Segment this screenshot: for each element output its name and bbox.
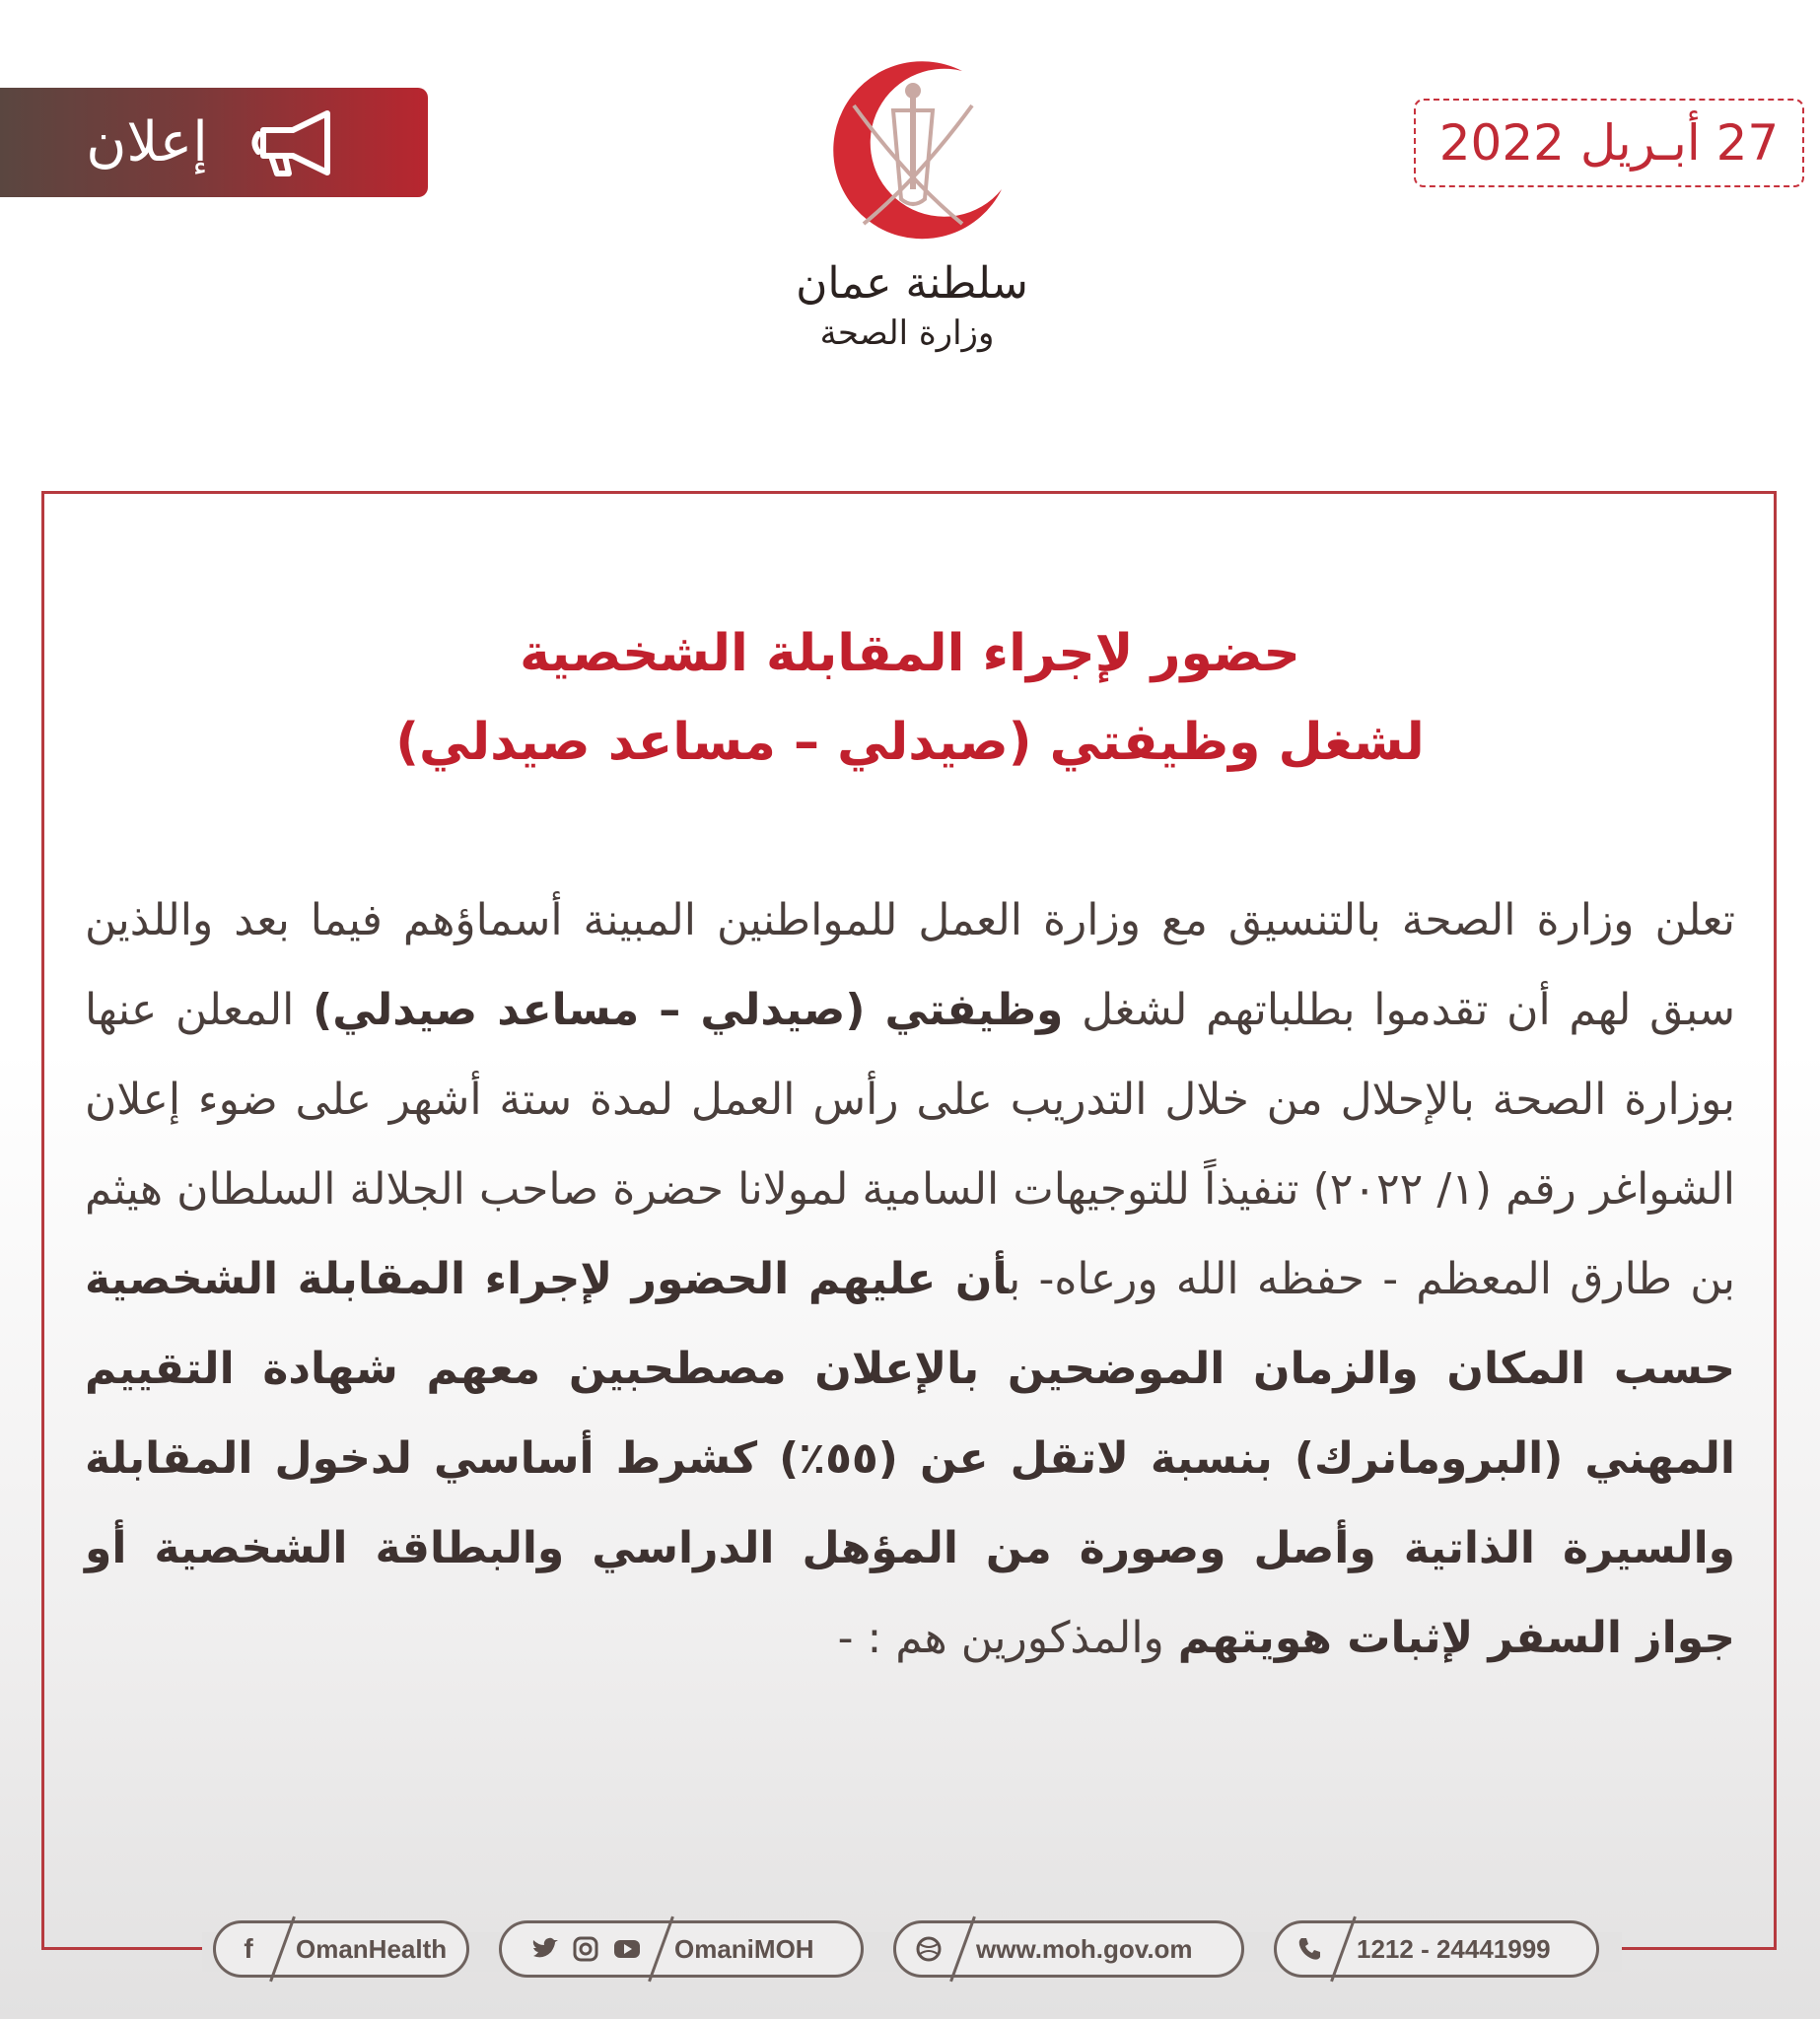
title-line-2: لشغل وظيفتي (صيدلي – مساعد صيدلي)	[395, 713, 1425, 772]
website-url: www.moh.gov.om	[976, 1933, 1193, 1964]
ministry-emblem-logo	[814, 51, 1012, 248]
body-text-3: والمذكورين هم : -	[837, 1613, 1178, 1663]
phone-number: 1212 - 24441999	[1357, 1933, 1551, 1964]
youtube-icon	[612, 1934, 642, 1964]
globe-icon	[914, 1934, 944, 1964]
announcement-title	[138, 609, 1682, 787]
divider	[1330, 1916, 1357, 1983]
announcement-body	[85, 875, 1735, 1683]
facebook-handle: OmanHealth	[296, 1933, 448, 1964]
website-pill[interactable]	[893, 1920, 1244, 1978]
social-handle: OmaniMOH	[674, 1933, 814, 1964]
facebook-icon: f	[244, 1933, 253, 1964]
announcement-label: إعلان	[86, 110, 208, 174]
divider	[949, 1916, 976, 1983]
phone-icon	[1295, 1934, 1324, 1964]
logo-text-ministry: وزارة الصحة	[819, 313, 995, 353]
body-bold-requirements: أن عليهم الحضور لإجراء المقابلة الشخصية حسب المكان والزمان الموضحين بالإعلان مصطحبين معهم شهادة التقييم المهني (البرومانرك) بنسبة لاتقل عن (٥٥٪) كشرط أساسي لدخول المقابلة والسيرة الذاتية وأصل وصورة من المؤهل الدراسي والبطاقة الشخصية أو جواز السفر لإثبات هويتهم	[85, 1254, 1735, 1663]
announcement-tag	[0, 88, 428, 197]
divider	[269, 1916, 296, 1983]
facebook-pill[interactable]	[213, 1920, 469, 1978]
body-text-2: المعلن عنها بوزارة الصحة بالإحلال من خلال التدريب على رأس العمل لمدة ستة أشهر على ضوء إعلان الشواغر رقم (١/ ٢٠٢٢) تنفيذاً للتوجيهات السامية لمولانا حضرة صاحب الجلالة السلطان هيثم بن طارق المعظم - حفظه الله ورعاه- ب	[85, 985, 1736, 1304]
date-box	[1414, 99, 1804, 187]
title-line-1: حضور لإجراء المقابلة الشخصية	[520, 624, 1300, 683]
phone-pill[interactable]	[1274, 1920, 1599, 1978]
body-bold-jobs: وظيفتي (صيدلي – مساعد صيدلي)	[313, 985, 1064, 1035]
megaphone-icon	[244, 108, 342, 177]
logo-text-oman: سلطنة عمان	[796, 258, 1028, 309]
instagram-icon	[571, 1934, 600, 1964]
date-text: 27 أبـريل 2022	[1438, 114, 1780, 172]
divider	[648, 1916, 674, 1983]
social-pill[interactable]	[499, 1920, 864, 1978]
body-text-1: تعلن وزارة الصحة بالتنسيق مع وزارة العمل للمواطنين المبينة أسماؤهم فيما بعد واللذين سبق لهم أن تقدموا بطلباتهم لشغل	[85, 895, 1735, 1035]
twitter-icon	[529, 1934, 559, 1964]
